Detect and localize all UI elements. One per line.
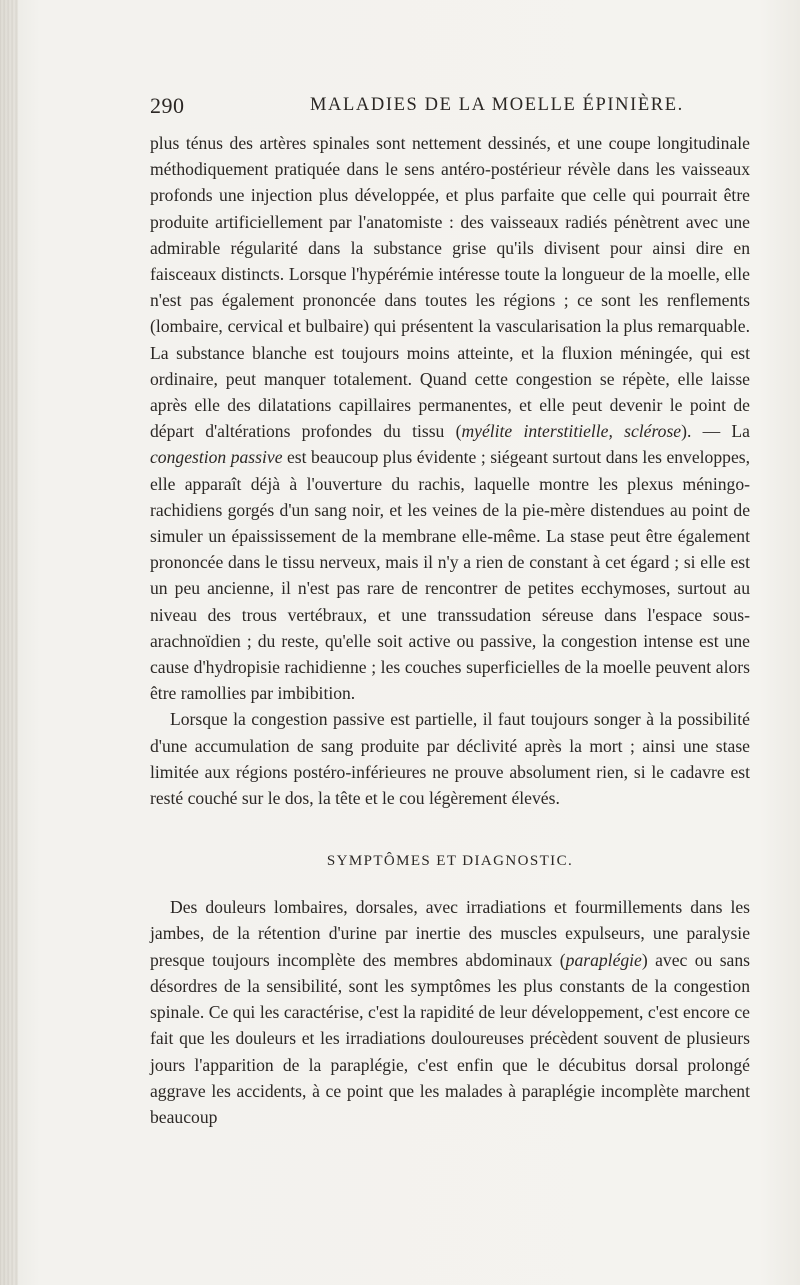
- paragraph-passive-congestion: Lorsque la congestion passive est partielle, il faut toujours songer à la possibilité d'une accumulation de sang produite par déclivité après la mort ; ainsi une stase limitée aux régions postéro-inférieures ne prouve absolument rien, si le cadavre est resté couché sur le dos, la tête et le cou légèrement élevés.: [150, 709, 750, 809]
- page-binding-edge: [0, 0, 18, 1285]
- paragraph-symptoms: [150, 894, 750, 1130]
- paragraph-text: plus ténus des artères spinales sont nettement dessinés, et une coupe longitudinale méthodiquement pratiquée dans le sens antéro-postérieur révèle dans les vaisseaux profonds une injection plus développée, et plus parfaite que celle qui pourrait être produite artificiellement par l'anatomiste : des vaisseaux radiés pénètrent avec une admirable régularité dans la substance grise qu'ils divisent pour ainsi dire en faisceaux distincts. Lorsque l'hypérémie intéresse toute la longueur de la moelle, elle n'est pas également prononcée dans toutes les régions ; ce sont les renflements (lombaire, cervical et bulbaire) qui présentent la vascularisation la plus remarquable. La substance blanche est toujours moins atteinte, et la fluxion méningée, qui est ordinaire, peut manquer totalement. Quand cette congestion se répète, elle laisse après elle des dilatations capillaires permanentes, et elle peut devenir le point de départ d'altérations profondes du tissu (: [150, 133, 750, 442]
- section-heading: SYMPTÔMES ET DIAGNOSTIC.: [326, 853, 574, 870]
- body-text: [150, 130, 750, 1130]
- paragraph-text: ). — La: [681, 421, 750, 442]
- italic-term: paraplégie: [565, 949, 642, 970]
- italic-term: myélite interstitielle, sclérose: [461, 421, 682, 442]
- running-head: [150, 93, 750, 123]
- paragraph-text: est beaucoup plus évidente ; siégeant surtout dans les enveloppes, elle apparaît déjà à l'ouverture du rachis, laquelle montre les plexus méningo-rachidiens gorgés d'un sang noir, et les veines de la pie-mère distendues au point de simuler un épaississement de la membrane elle-même. La stase peut être également prononcée dans le tissu nerveux, mais il n'y a rien de constant à cet égard ; si elle est un peu ancienne, il n'est pas rare de rencontrer de petites ecchymoses, surtout au niveau des trous vertébraux, et une transsudation séreuse dans l'espace sous-arachnoïdien ; du reste, qu'elle soit active ou passive, la congestion intense est une cause d'hydropisie rachidienne ; les couches superficielles de la moelle peuvent alors être ramollies par imbibition.: [150, 447, 751, 704]
- paragraph-text: ) avec ou sans désordres de la sensibilité, sont les symptômes les plus constants de la congestion spinale. Ce qui les caractérise, c'est la rapidité de leur développement, c'est encore ce fait que les douleurs et les irradiations douloureuses précèdent souvent de plusieurs jours l'apparition de la paraplégie, c'est enfin que le décubitus dorsal prolongé aggrave les accidents, à ce point que les malades à paraplégie incomplète marchent beaucoup: [150, 949, 751, 1127]
- running-title: MALADIES DE LA MOELLE ÉPINIÈRE.: [310, 95, 684, 115]
- paragraph-congestion: [150, 130, 750, 706]
- page-number: 290: [150, 93, 185, 118]
- italic-term: congestion passive: [150, 447, 283, 468]
- paragraph-text: Des douleurs lombaires, dorsales, avec irradiations et fourmillements dans les jambes, de la rétention d'urine par inertie des muscles expulseurs, une paralysie presque toujours incomplète des membres abdominaux (: [150, 897, 750, 970]
